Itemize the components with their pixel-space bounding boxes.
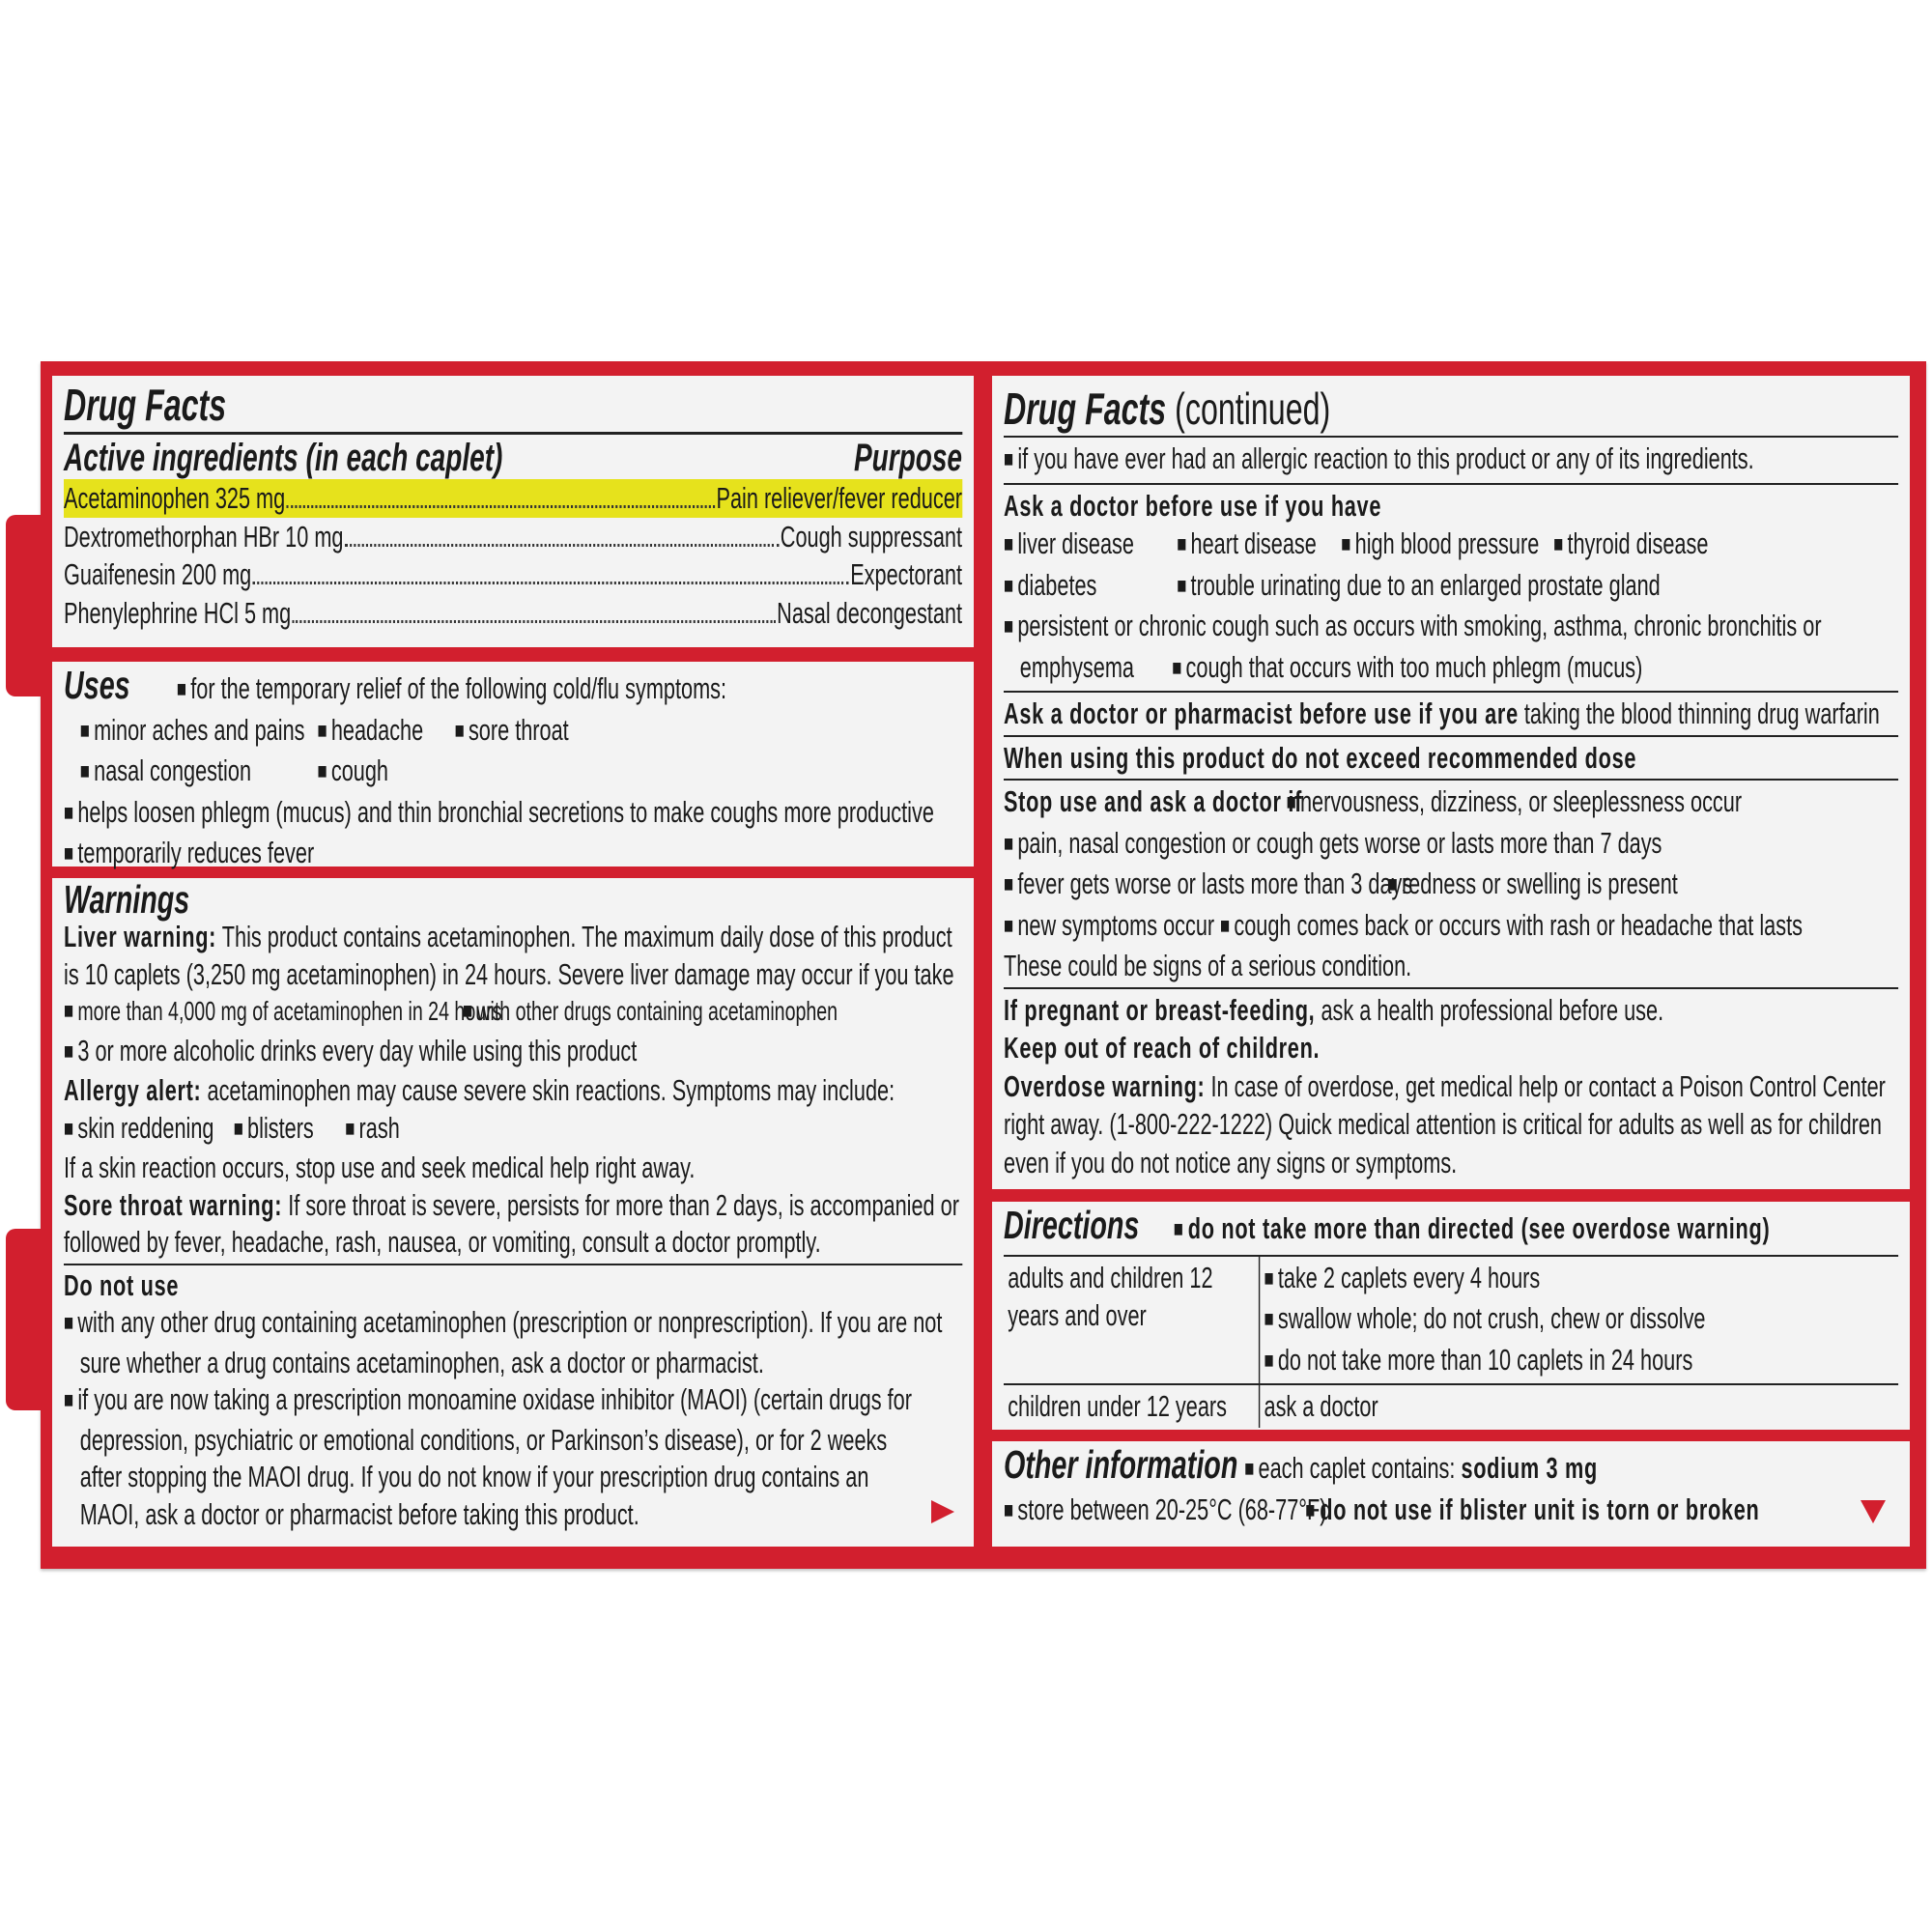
directions-heading: Directions	[1004, 1203, 1140, 1247]
ask-pharmacist-text: taking the blood thinning drug warfarin	[1523, 696, 1880, 730]
continued-panel	[992, 376, 1910, 1189]
when-using-heading: When using this product	[1004, 740, 1265, 775]
liver-warning-text: This product contains acetaminophen. The maximum daily dose of this product is 10 caplets (3,250 mg acetaminophen) in 24 hours. Severe liver damage may occur if you take	[64, 920, 954, 991]
sore-throat-label: Sore throat warning:	[64, 1187, 283, 1222]
continue-arrow-icon	[931, 1500, 954, 1523]
children-text: ask a doctor	[1264, 1389, 1378, 1423]
sodium-label: ■ each caplet contains:	[1244, 1451, 1455, 1485]
liver-warning-label: Liver warning:	[64, 920, 217, 953]
condition-item: ■ trouble urinating due to an enlarged prostate gland	[1177, 566, 1661, 608]
condition-item: ■ diabetes	[1004, 566, 1177, 608]
divider	[1004, 691, 1898, 693]
condition-item: ■ cough that occurs with too much phlegm (mucus)	[1172, 650, 1642, 684]
active-heading: Active ingredients (in each caplet)	[64, 437, 503, 479]
when-using-text: do not exceed recommended dose	[1271, 740, 1637, 775]
down-arrow-icon	[1861, 1500, 1886, 1523]
overdose-text: In case of overdose, get medical help or contact a Poison Control Center right away. (1-800-222-1222) Quick medical attention is critical for adults as well as for children even if you do not notice any signs or symptoms.	[1004, 1068, 1886, 1179]
do-not-use-item: ■ if you are now taking a prescription monoamine oxidase inhibitor (MAOI) (certain drugs for depression, psychiatric or emotional conditions, or Parkinson’s disease), or for 2 weeks after stopping the MAOI drug. If you do not know if your prescription drug contains an MAOI, ask a doctor or pharmacist before taking this product.	[64, 1381, 962, 1533]
divider	[1004, 987, 1898, 989]
stop-use-item: ■ new symptoms occur	[1004, 906, 1220, 948]
uses-panel	[52, 662, 974, 867]
ingredient-purpose: Cough suppressant	[780, 519, 962, 554]
directions-panel	[992, 1202, 1910, 1430]
condition-item: ■ heart disease	[1177, 525, 1341, 566]
pregnant-text: ask a health professional before use.	[1321, 992, 1664, 1027]
warnings-panel	[52, 878, 974, 1547]
symptom: ■ sore throat	[455, 711, 569, 753]
allergy-alert-label: Allergy alert:	[64, 1073, 202, 1107]
allergic-reaction-item: ■ if you have ever had an allergic reaction to this product or any of its ingredients.	[1004, 440, 1898, 481]
stop-use-heading: Stop use and ask a doctor if	[1004, 784, 1302, 818]
active-ingredients-panel	[52, 376, 974, 647]
allergy-bullet: ■ rash	[345, 1110, 400, 1151]
warnings-heading: Warnings	[64, 877, 190, 922]
continued-suffix: (continued)	[1175, 384, 1331, 434]
blister-warning: ■ do not use if blister unit is torn or broken	[1305, 1492, 1759, 1526]
adults-item: ■ take 2 caplets every 4 hours	[1264, 1259, 1894, 1300]
use-item: ■ helps loosen phlegm (mucus) and thin bronchial secretions to make coughs more productive	[64, 793, 962, 835]
directions-table	[1004, 1255, 1898, 1428]
adults-item: ■ do not take more than 10 caplets in 24 hours	[1264, 1341, 1894, 1382]
children-label: children under 12 years	[1004, 1385, 1260, 1428]
allergy-bullet: ■ blisters	[234, 1110, 345, 1151]
storage-item: ■ store between 20-25°C (68-77°F)	[1004, 1491, 1305, 1532]
overdose-label: Overdose warning:	[1004, 1068, 1206, 1103]
do-not-use-item: ■ with any other drug containing acetaminophen (prescription or nonprescription). If you are not sure whether a drug contains acetaminophen, ask a doctor or pharmacist.	[64, 1304, 962, 1381]
stop-use-item: ■ pain, nasal congestion or cough gets worse or lasts more than 7 days	[1004, 824, 1898, 866]
liver-bullet: ■ 3 or more alcoholic drinks every day while using this product	[64, 1033, 962, 1073]
ingredient-name: Phenylephrine HCl 5 mg	[64, 595, 292, 630]
ingredient-row	[64, 518, 962, 556]
keep-out-of-reach: Keep out of reach of children.	[1004, 1031, 1321, 1065]
condition-item: ■ high blood pressure	[1341, 525, 1553, 566]
stop-use-item: ■ redness or swelling is present	[1388, 867, 1678, 900]
do-not-use-heading: Do not use	[64, 1267, 180, 1302]
uses-heading: Uses	[64, 663, 130, 707]
stop-use-item: ■ cough comes back or occurs with rash or headache that lasts	[1220, 908, 1803, 942]
symptom: ■ headache	[318, 711, 455, 753]
stop-use-after: These could be signs of a serious condition.	[1004, 949, 1412, 982]
divider	[64, 432, 962, 435]
condition-item: ■ persistent or chronic cough such as occurs with smoking, asthma, chronic bronchitis or emphysema	[1004, 609, 1822, 684]
adults-item: ■ swallow whole; do not crush, chew or dissolve	[1264, 1299, 1894, 1341]
sore-throat-text: If sore throat is severe, persists for more than 2 days, is accompanied or followed by fever, headache, rash, nausea, or vomiting, consult a doctor promptly.	[64, 1187, 959, 1259]
allergy-after: If a skin reaction occurs, stop use and seek medical help right away.	[64, 1151, 696, 1184]
pregnant-label: If pregnant or breast-feeding,	[1004, 992, 1316, 1027]
divider	[1004, 483, 1898, 485]
allergy-alert-text: acetaminophen may cause severe skin reactions. Symptoms may include:	[207, 1073, 895, 1107]
other-info-heading: Other information	[1004, 1442, 1238, 1487]
use-item: ■ temporarily reduces fever	[64, 834, 962, 875]
adults-label: adults and children 12 years and over	[1004, 1257, 1260, 1384]
box-tab	[6, 515, 44, 696]
purpose-heading: Purpose	[853, 437, 962, 479]
condition-item: ■ thyroid disease	[1553, 525, 1708, 566]
ingredient-name: Dextromethorphan HBr 10 mg	[64, 519, 344, 554]
symptom: ■ nasal congestion	[80, 752, 318, 793]
stop-use-item: ■ nervousness, dizziness, or sleeplessness occur	[1287, 784, 1742, 818]
ingredient-name: Guaifenesin 200 mg	[64, 557, 252, 591]
continued-title: Drug Facts	[1004, 384, 1167, 434]
ingredient-row	[64, 555, 962, 594]
ingredient-purpose: Pain reliever/fever reducer	[716, 481, 962, 515]
divider	[1004, 436, 1898, 438]
ingredient-name: Acetaminophen 325 mg	[64, 481, 286, 515]
ask-doctor-heading: Ask a doctor before use if you have	[1004, 488, 1382, 523]
uses-intro: ■ for the temporary relief of the following cold/flu symptoms:	[177, 671, 726, 705]
ask-pharmacist-heading: Ask a doctor or pharmacist before use if you are	[1004, 696, 1519, 730]
page-title: Drug Facts	[64, 380, 227, 430]
liver-bullet: ■ more than 4,000 mg of acetaminophen in 24 hours	[64, 993, 463, 1033]
symptom: ■ minor aches and pains	[80, 711, 318, 753]
ingredient-row	[64, 479, 962, 518]
ingredient-purpose: Nasal decongestant	[777, 595, 962, 630]
box-tab	[6, 1229, 44, 1410]
allergy-bullet: ■ skin reddening	[64, 1110, 234, 1151]
symptom: ■ cough	[318, 752, 388, 793]
directions-note: ■ do not take more than directed (see overdose warning)	[1174, 1211, 1771, 1245]
liver-bullet: ■ with other drugs containing acetaminophen	[463, 993, 838, 1033]
ingredient-row	[64, 594, 962, 633]
divider	[1004, 779, 1898, 781]
divider	[1004, 735, 1898, 737]
sodium-value: sodium 3 mg	[1461, 1451, 1599, 1485]
stop-use-item: ■ fever gets worse or lasts more than 3 days	[1004, 865, 1388, 906]
divider	[64, 1264, 962, 1265]
condition-item: ■ liver disease	[1004, 525, 1177, 566]
ingredient-purpose: Expectorant	[850, 557, 962, 591]
other-information-panel	[992, 1441, 1910, 1547]
